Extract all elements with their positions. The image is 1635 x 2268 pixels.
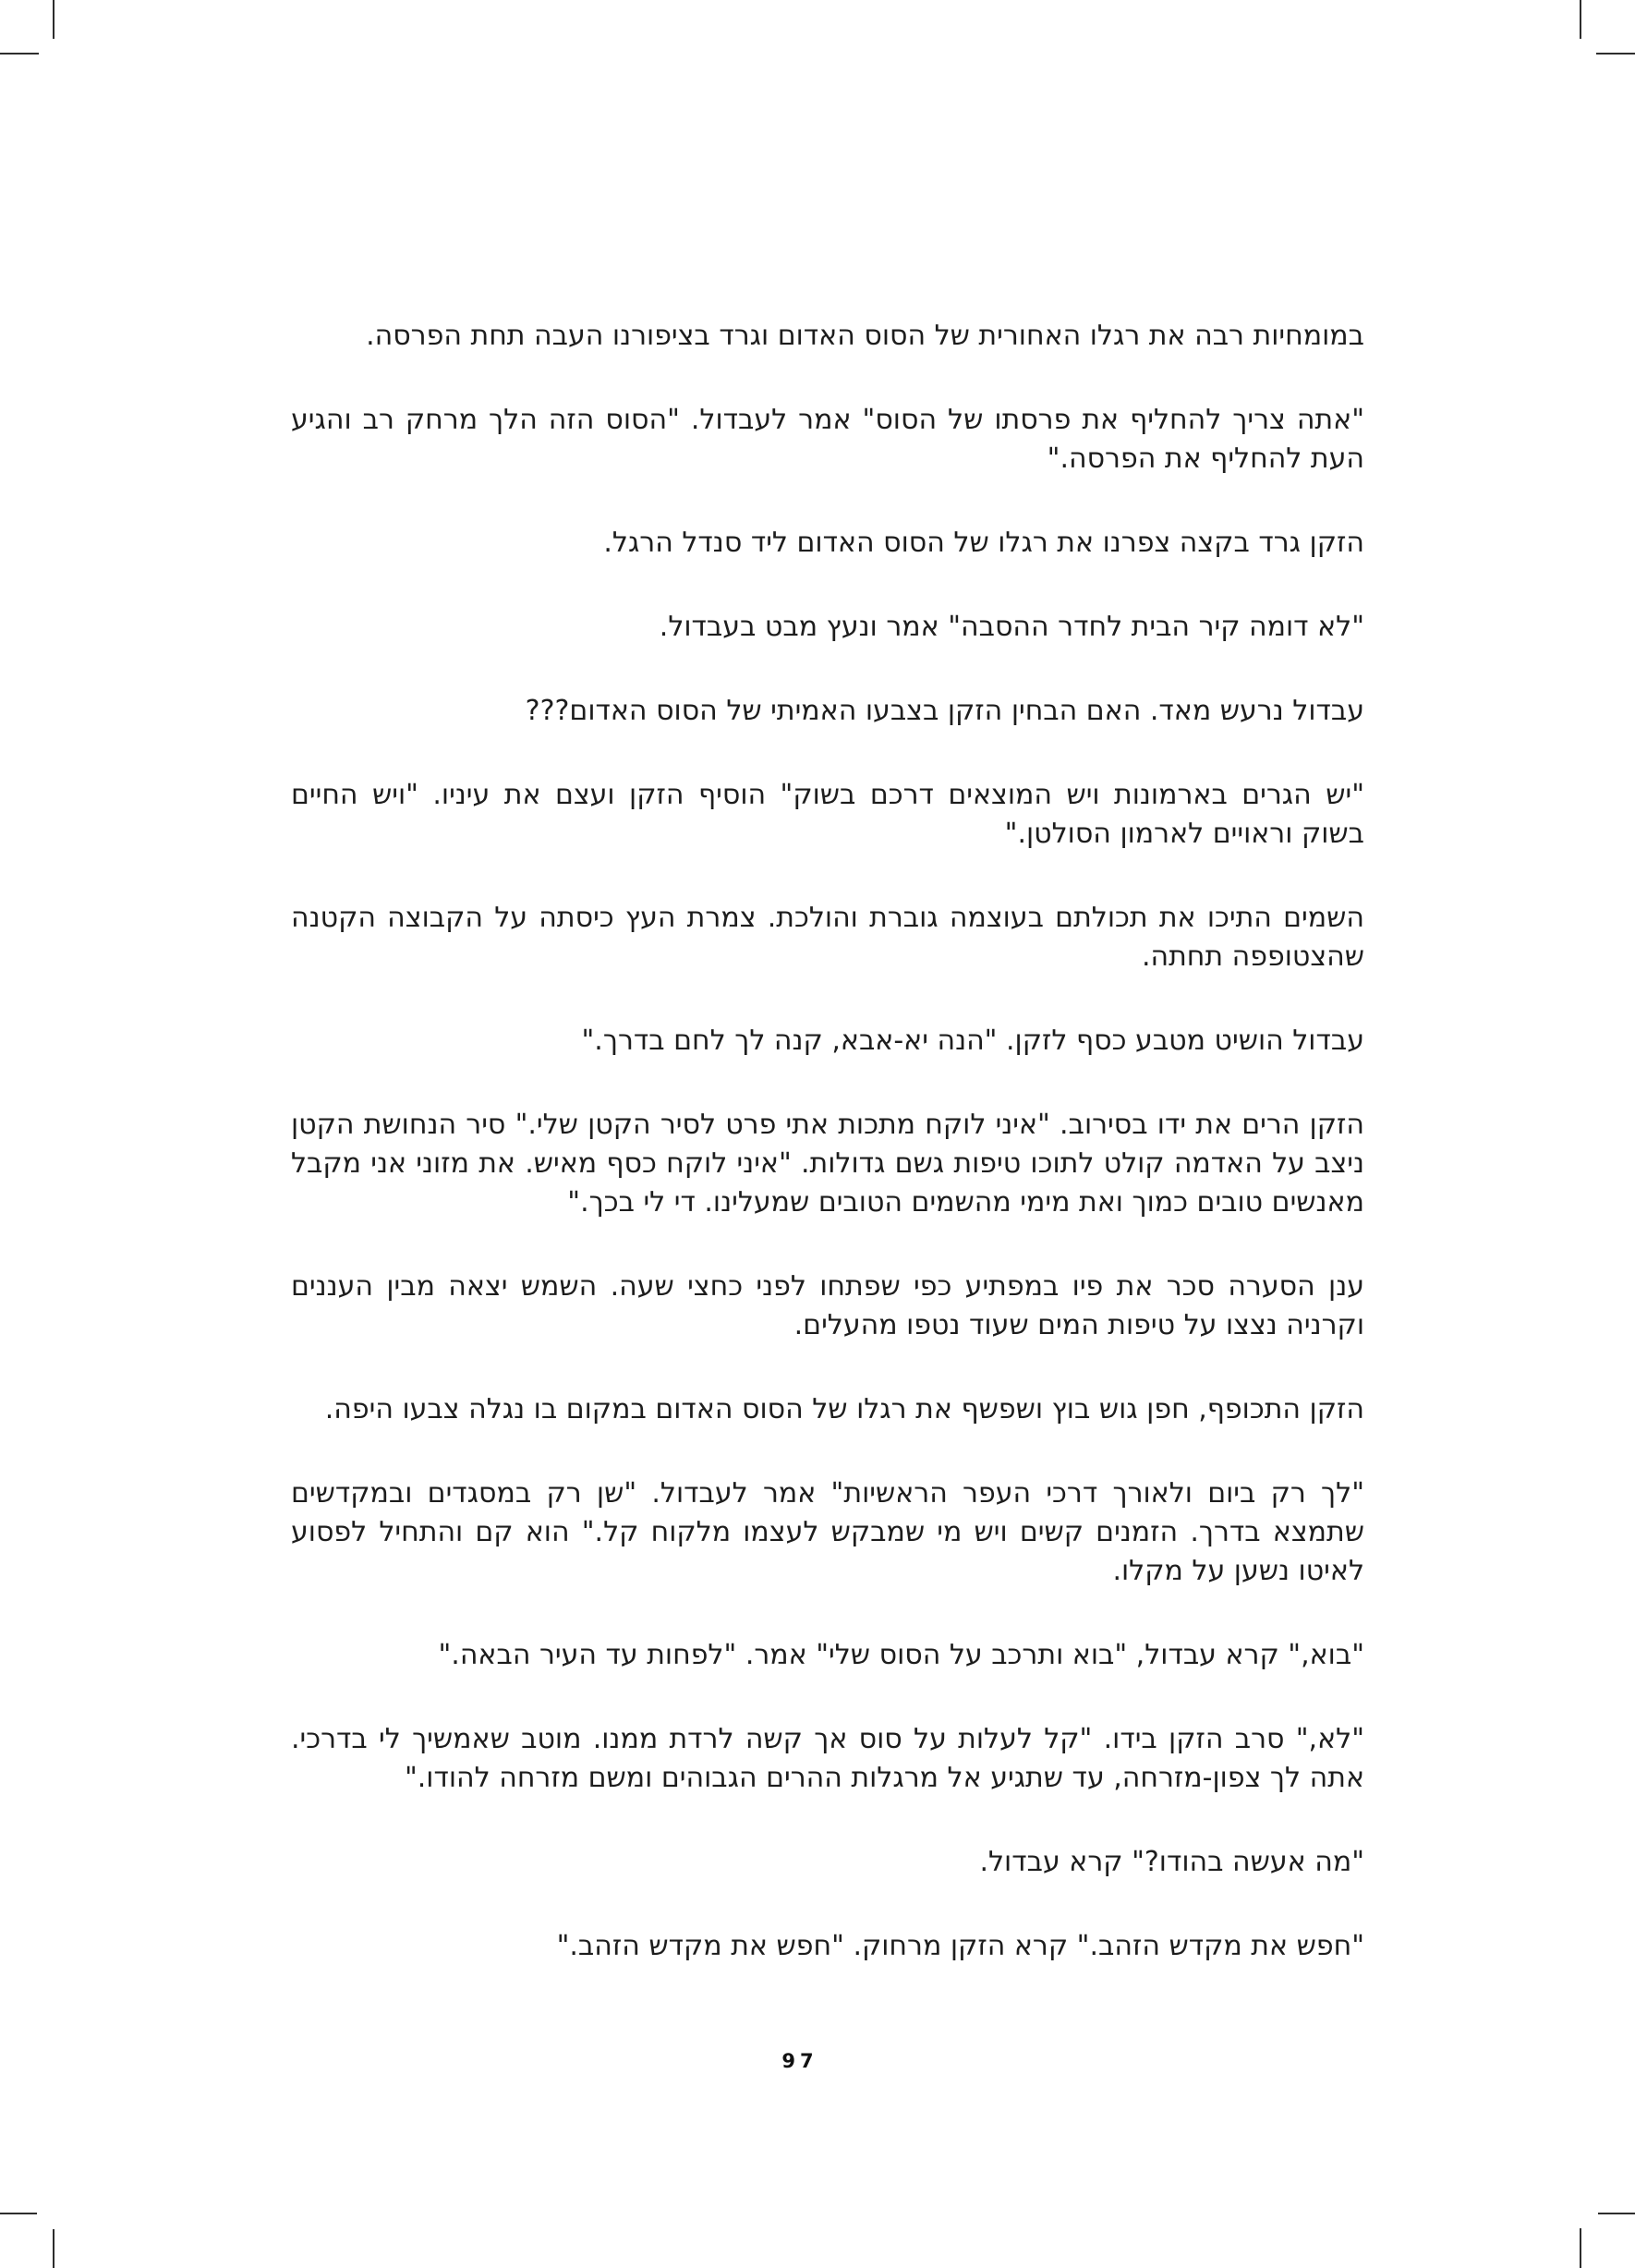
crop-mark-bottom-right-horizontal — [1598, 2213, 1635, 2214]
paragraph: עבדול נרעש מאד. האם הבחין הזקן בצבעו האמיתי של הסוס האדום??? — [525, 695, 1364, 727]
paragraph: הזקן הרים את ידו בסירוב. "איני לוקח מתכות אתי פרט לסיר הקטן שלי." סיר הנחושת הקטן ניצב על האדמה קולט לתוכו טיפות גשם גדולות. "איני לוקח כסף מאיש. את מזוני אני מקבל מאנשים טובים כמוך ואת מימי מהשמים הטובים שמעלינו. די לי בכך." — [291, 1109, 1364, 1219]
body-text — [291, 317, 1364, 1966]
paragraph: במומחיות רבה את רגלו האחורית של הסוס האדום וגרד בציפורנו העבה תחת הפרסה. — [366, 320, 1364, 352]
crop-mark-top-right-horizontal — [1596, 53, 1635, 55]
paragraph: עבדול הושיט מטבע כסף לזקן. "הנה יא-אבא, קנה לך לחם בדרך." — [581, 1025, 1364, 1057]
page-number: 97 — [781, 2050, 818, 2072]
paragraph: "אתה צריך להחליף את פרסתו של הסוס" אמר לעבדול. "הסוס הזה הלך מרחק רב והגיע העת להחליף את הפרסה." — [291, 404, 1364, 475]
paragraph: הזקן גרד בקצה צפרנו את רגלו של הסוס האדום ליד סנדל הרגל. — [603, 527, 1364, 559]
crop-mark-top-right-vertical — [1580, 0, 1581, 39]
paragraph: ענן הסערה סכר את פיו במפתיע כפי שפתחו לפני כחצי שעה. השמש יצאה מבין העננים וקרניה נצצו על טיפות המים שעוד נטפו מהעלים. — [291, 1270, 1364, 1341]
paragraph: "לא דומה קיר הבית לחדר ההסבה" אמר ונעץ מבט בעבדול. — [659, 611, 1364, 643]
paragraph: "יש הגרים בארמונות ויש המוצאים דרכם בשוק" הוסיף הזקן ועצם את עיניו. "ויש החיים בשוק וראויים לארמון הסולטן." — [291, 779, 1364, 850]
crop-mark-bottom-right-vertical — [1580, 2228, 1581, 2268]
crop-mark-bottom-left-vertical — [53, 2229, 54, 2268]
paragraph: "לך רק ביום ולאורך דרכי העפר הראשיות" אמר לעבדול. "שן רק במסגדים ובמקדשים שתמצא בדרך. הזמנים קשים ויש מי שמבקש לעצמו מלקוח קל." הוא קם והתחיל לפסוע לאיטו נשען על מקלו. — [291, 1477, 1364, 1587]
paragraph: השמים התיכו את תכולתם בעוצמה גוברת והולכת. צמרת העץ כיסתה על הקבוצה הקטנה שהצטופפה תחתה. — [291, 902, 1364, 973]
crop-mark-bottom-left-horizontal — [0, 2213, 37, 2214]
crop-mark-top-left-vertical — [53, 0, 54, 39]
paragraph: "חפש את מקדש הזהב." קרא הזקן מרחוק. "חפש את מקדש הזהב." — [556, 1930, 1364, 1962]
paragraph: "בוא," קרא עבדול, "בוא ותרכב על הסוס שלי" אמר. "לפחות עד העיר הבאה." — [438, 1639, 1364, 1671]
paragraph: "מה אעשה בהודו?" קרא עבדול. — [979, 1846, 1364, 1878]
crop-mark-top-left-horizontal — [0, 53, 39, 55]
paragraph: הזקן התכופף, חפן גוש בוץ ושפשף את רגלו של הסוס האדום במקום בו נגלה צבעו היפה. — [324, 1393, 1364, 1425]
paragraph: "לא," סרב הזקן בידו. "קל לעלות על סוס אך קשה לרדת ממנו. מוטב שאמשיך לי בדרכי. אתה לך צפון-מזרחה, עד שתגיע אל מרגלות ההרים הגבוהים ומשם מזרחה להודו." — [291, 1723, 1364, 1794]
